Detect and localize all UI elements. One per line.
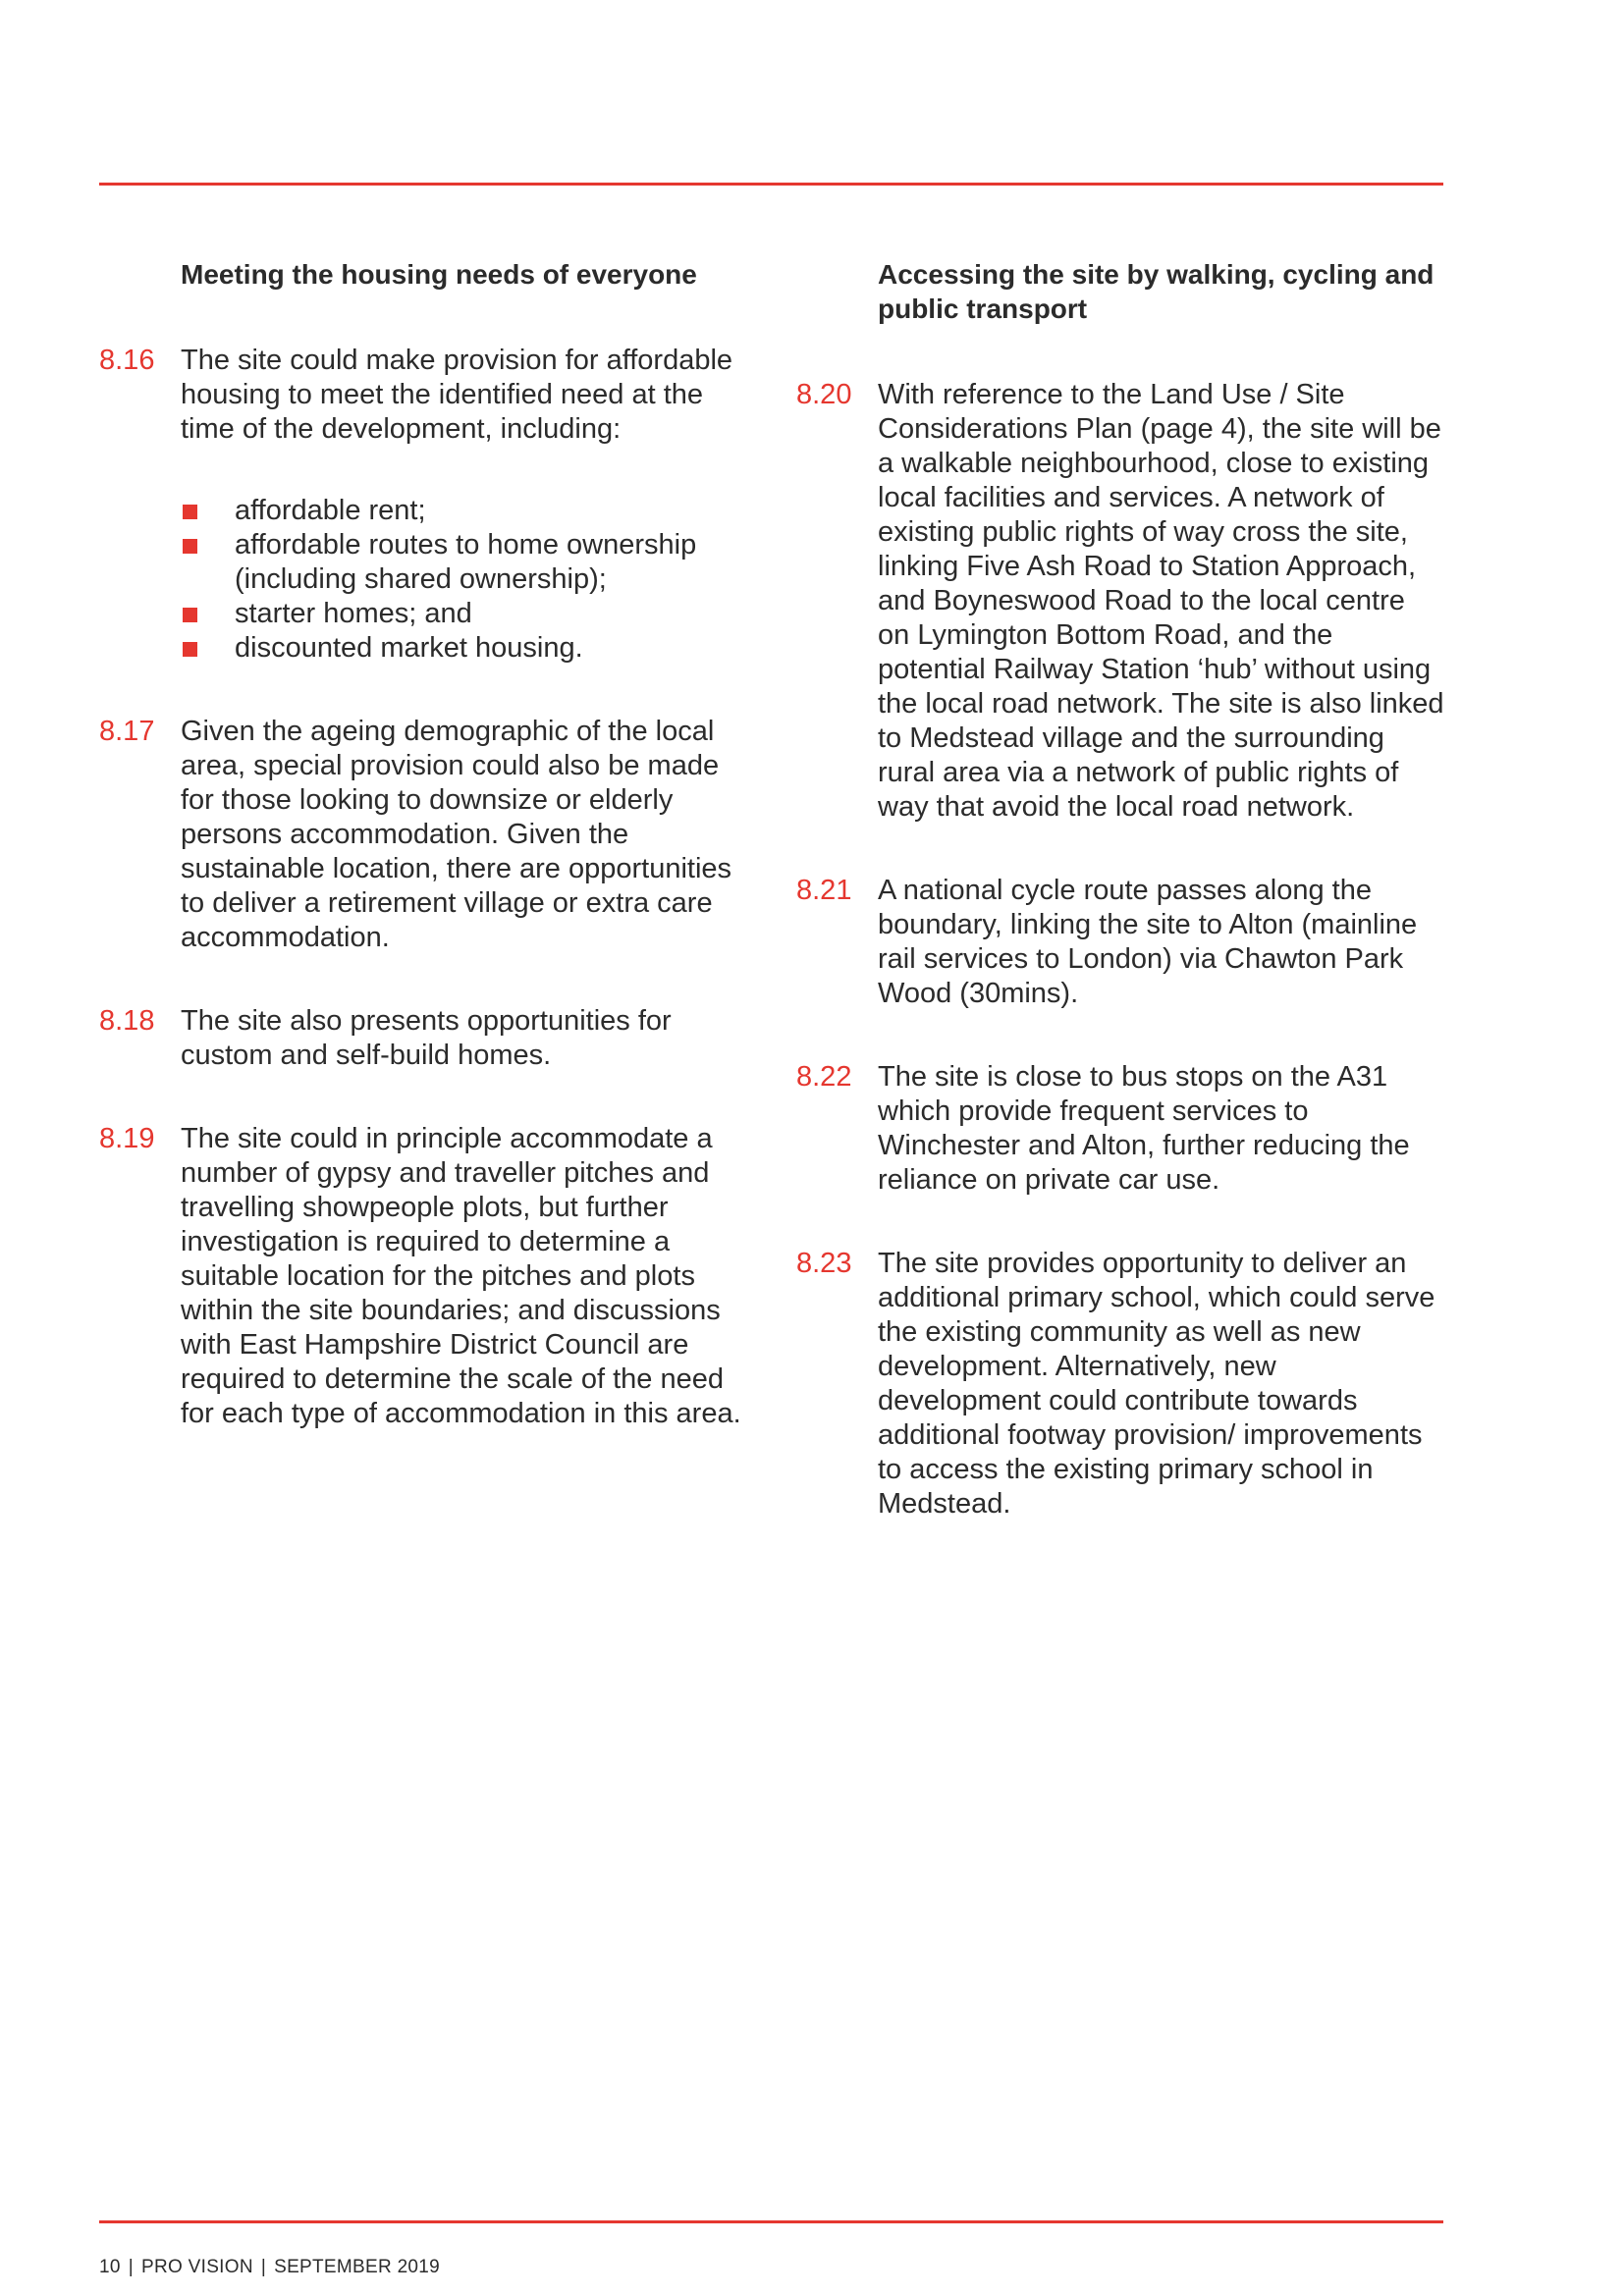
paragraph-text: The site provides opportunity to deliver an additional primary school, which could serve the existing community as well as new development. Alternatively, new development could contribute towards additional footway provision/ improvements to access the existing primary school in Medstead. xyxy=(878,1248,1435,1520)
paragraph-number: 8.19 xyxy=(99,1123,155,1154)
paragraph-number: 8.16 xyxy=(99,345,155,376)
square-bullet-icon xyxy=(183,608,197,622)
bottom-rule xyxy=(99,2220,1443,2223)
paragraph-8-17 xyxy=(99,715,757,955)
footer-separator: | xyxy=(260,2257,267,2277)
paragraph-8-18 xyxy=(99,1004,757,1073)
bullet-list xyxy=(181,494,757,666)
paragraph-8-19 xyxy=(99,1122,757,1431)
paragraph-8-21 xyxy=(796,874,1444,1011)
square-bullet-icon xyxy=(183,539,197,554)
paragraph-number: 8.21 xyxy=(796,875,852,906)
footer-separator: | xyxy=(128,2257,134,2277)
paragraph-text: The site could make provision for affordable housing to meet the identified need at the time of the development, including: xyxy=(181,345,733,445)
square-bullet-icon xyxy=(183,642,197,657)
company-name: PRO VISION xyxy=(140,2257,253,2277)
bullet-item: starter homes; and xyxy=(181,597,757,631)
paragraph-number: 8.18 xyxy=(99,1005,155,1037)
right-section-heading: Accessing the site by walking, cycling and public transport xyxy=(878,259,1435,324)
publication-date: SEPTEMBER 2019 xyxy=(274,2257,441,2277)
paragraph-text: The site could in principle accommodate a number of gypsy and traveller pitches and travelling showpeople plots, but further investigation is required to determine a suitable location for the pitches and plots within the site boundaries; and discussions with East Hampshire District Council are required to determine the scale of the need for each type of accommodation in this area. xyxy=(181,1123,741,1429)
top-rule xyxy=(99,183,1443,186)
square-bullet-icon xyxy=(183,505,197,519)
paragraph-8-20 xyxy=(796,378,1444,825)
bullet-item: discounted market housing. xyxy=(181,631,757,666)
paragraph-text: The site also presents opportunities for custom and self-build homes. xyxy=(181,1005,672,1071)
paragraph-number: 8.17 xyxy=(99,716,155,747)
paragraph-text: With reference to the Land Use / Site Considerations Plan (page 4), the site will be a walkable neighbourhood, close to existing local facilities and services. A network of existing public rights of way cross the site, linking Five Ash Road to Station Approach, and Boyneswood Road to the local centre on Lymington Bottom Road, and the potential Railway Station ‘hub’ without using the local road network. The site is also linked to Medstead village and the surrounding rural area via a network of public rights of way that avoid the local road network. xyxy=(878,379,1444,823)
bullet-item: affordable rent; xyxy=(181,494,757,528)
paragraph-number: 8.22 xyxy=(796,1061,852,1093)
left-column xyxy=(99,257,757,1480)
paragraph-number: 8.23 xyxy=(796,1248,852,1279)
bullet-item: affordable routes to home ownership (including shared ownership); xyxy=(181,528,757,597)
right-column xyxy=(796,257,1444,1571)
paragraph-8-22 xyxy=(796,1060,1444,1198)
paragraph-text: The site is close to bus stops on the A31 which provide frequent services to Winchester and Alton, further reducing the reliance on private car use. xyxy=(878,1061,1410,1196)
paragraph-text: Given the ageing demographic of the local area, special provision could also be made for those looking to downsize or elderly persons accommodation. Given the sustainable location, there are opportunities to deliver a retirement village or extra care accommodation. xyxy=(181,716,732,953)
paragraph-number: 8.20 xyxy=(796,379,852,410)
page-footer xyxy=(99,2256,440,2279)
paragraph-8-16 xyxy=(99,344,757,666)
paragraph-8-23 xyxy=(796,1247,1444,1522)
page-number: 10 xyxy=(99,2257,121,2277)
left-section-heading: Meeting the housing needs of everyone xyxy=(181,259,697,290)
paragraph-text: A national cycle route passes along the boundary, linking the site to Alton (mainline rail services to London) via Chawton Park Wood (30mins). xyxy=(878,875,1418,1009)
